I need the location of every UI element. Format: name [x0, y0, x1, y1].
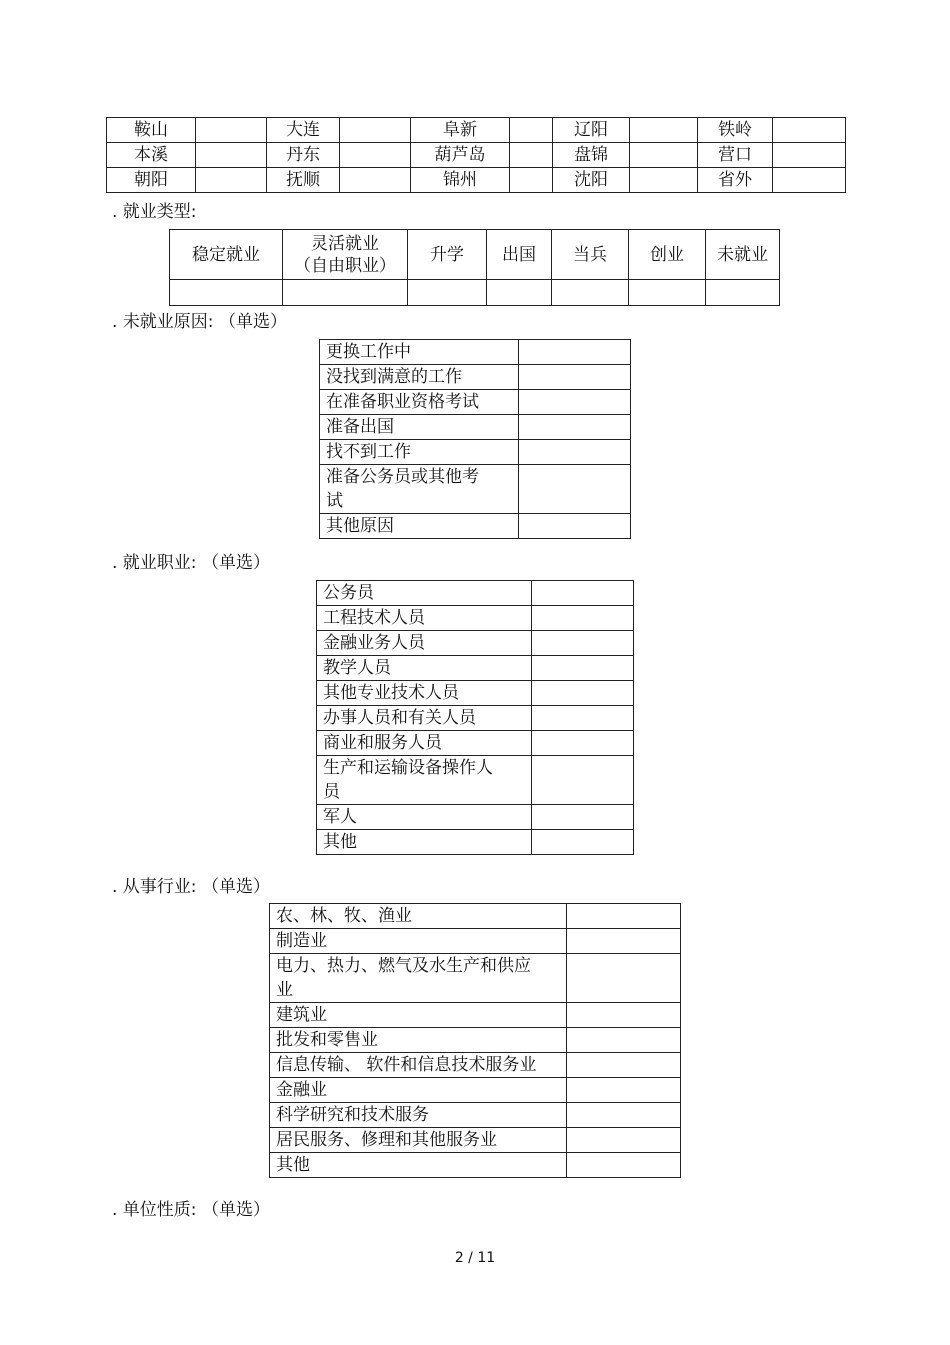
option-label: 科学研究和技术服务: [270, 1103, 567, 1128]
location-cell: 省外: [698, 168, 773, 193]
option-label: 金融业: [270, 1078, 567, 1103]
table-row: [317, 805, 634, 830]
option-label: 建筑业: [270, 1003, 567, 1028]
table-row: [270, 1128, 681, 1153]
table-row: [107, 118, 846, 143]
table-row: [270, 929, 681, 954]
emp-checkbox[interactable]: [706, 280, 780, 306]
emp-header: 出国: [487, 230, 552, 280]
option-label: 其他专业技术人员: [317, 681, 532, 706]
location-checkbox[interactable]: [510, 168, 553, 193]
location-checkbox[interactable]: [510, 118, 553, 143]
option-label: 办事人员和有关人员: [317, 706, 532, 731]
location-cell: 沈阳: [553, 168, 630, 193]
location-checkbox[interactable]: [630, 143, 698, 168]
location-cell: 营口: [698, 143, 773, 168]
emp-header: [283, 230, 408, 280]
unemployed-reason-label: . 未就业原因: （单选）: [112, 312, 287, 332]
industry-table: [269, 903, 681, 1178]
option-label-line: 准备公务员或其他考: [326, 467, 479, 487]
table-row: [320, 440, 631, 465]
option-label: 更换工作中: [320, 340, 519, 365]
unit-nature-label: . 单位性质: （单选）: [112, 1200, 270, 1220]
option-checkbox[interactable]: [532, 756, 634, 805]
table-row: [270, 1153, 681, 1178]
location-checkbox[interactable]: [630, 118, 698, 143]
industry-label: . 从事行业: （单选）: [112, 877, 270, 897]
table-row: [170, 280, 780, 306]
location-cell: 盘锦: [553, 143, 630, 168]
option-checkbox[interactable]: [532, 656, 634, 681]
table-row: [317, 830, 634, 855]
unemployed-reason-table: [319, 339, 631, 539]
location-cell: 大连: [267, 118, 340, 143]
location-cell: 丹东: [267, 143, 340, 168]
location-cell: 朝阳: [107, 168, 196, 193]
table-row: [317, 681, 634, 706]
emp-header: 未就业: [706, 230, 780, 280]
table-row: [270, 954, 681, 1003]
location-checkbox[interactable]: [340, 168, 411, 193]
option-label: 商业和服务人员: [317, 731, 532, 756]
location-cell: 铁岭: [698, 118, 773, 143]
location-cell: 抚顺: [267, 168, 340, 193]
location-cell: 阜新: [411, 118, 510, 143]
emp-checkbox[interactable]: [283, 280, 408, 306]
location-checkbox[interactable]: [196, 143, 267, 168]
option-label: 工程技术人员: [317, 606, 532, 631]
table-row: [317, 731, 634, 756]
table-row: [320, 415, 631, 440]
option-label-line: 试: [326, 491, 343, 511]
option-checkbox[interactable]: [519, 340, 631, 365]
option-checkbox[interactable]: [532, 731, 634, 756]
option-label: 公务员: [317, 581, 532, 606]
option-checkbox[interactable]: [567, 1003, 681, 1028]
option-checkbox[interactable]: [519, 440, 631, 465]
location-cell: 锦州: [411, 168, 510, 193]
emp-checkbox[interactable]: [487, 280, 552, 306]
table-row: [320, 465, 631, 514]
table-row: [317, 756, 634, 805]
option-label-line: 业: [276, 980, 293, 1000]
table-row: [270, 1053, 681, 1078]
option-checkbox[interactable]: [567, 1078, 681, 1103]
option-checkbox[interactable]: [519, 415, 631, 440]
table-row: [270, 904, 681, 929]
option-checkbox[interactable]: [532, 631, 634, 656]
emp-checkbox[interactable]: [170, 280, 283, 306]
option-label-line: 电力、热力、燃气及水生产和供应: [276, 956, 531, 976]
emp-header: 升学: [408, 230, 487, 280]
option-label: 制造业: [270, 929, 567, 954]
option-label: [317, 756, 532, 805]
location-checkbox[interactable]: [196, 118, 267, 143]
location-table: [106, 117, 846, 193]
employment-type-table: [169, 229, 780, 306]
option-checkbox[interactable]: [532, 830, 634, 855]
location-cell: 本溪: [107, 143, 196, 168]
table-row: [170, 230, 780, 280]
option-checkbox[interactable]: [519, 514, 631, 539]
option-checkbox[interactable]: [567, 1153, 681, 1178]
option-label: 其他: [270, 1153, 567, 1178]
emp-checkbox[interactable]: [552, 280, 629, 306]
table-row: [270, 1003, 681, 1028]
location-checkbox[interactable]: [196, 168, 267, 193]
table-row: [107, 143, 846, 168]
option-checkbox[interactable]: [532, 706, 634, 731]
page-number: 2 / 11: [454, 1250, 496, 1266]
table-row: [317, 656, 634, 681]
table-row: [320, 514, 631, 539]
option-checkbox[interactable]: [567, 1128, 681, 1153]
option-label: 教学人员: [317, 656, 532, 681]
option-checkbox[interactable]: [567, 1103, 681, 1128]
emp-header: 当兵: [552, 230, 629, 280]
option-label: 没找到满意的工作: [320, 365, 519, 390]
option-label: 居民服务、修理和其他服务业: [270, 1128, 567, 1153]
table-row: [317, 581, 634, 606]
emp-header: 稳定就业: [170, 230, 283, 280]
emp-header-line: 灵活就业: [311, 233, 379, 254]
location-checkbox[interactable]: [773, 143, 846, 168]
option-label: 准备出国: [320, 415, 519, 440]
option-checkbox[interactable]: [567, 1053, 681, 1078]
table-row: [317, 631, 634, 656]
emp-checkbox[interactable]: [629, 280, 706, 306]
option-checkbox[interactable]: [532, 606, 634, 631]
option-checkbox[interactable]: [519, 365, 631, 390]
table-row: [270, 1078, 681, 1103]
location-checkbox[interactable]: [340, 143, 411, 168]
emp-checkbox[interactable]: [408, 280, 487, 306]
location-cell: 葫芦岛: [411, 143, 510, 168]
emp-header-line: （自由职业）: [294, 255, 396, 276]
table-row: [270, 1028, 681, 1053]
location-checkbox[interactable]: [630, 168, 698, 193]
option-label: 其他: [317, 830, 532, 855]
option-label-line: 员: [323, 782, 340, 802]
option-label: 军人: [317, 805, 532, 830]
option-label: [320, 465, 519, 514]
option-checkbox[interactable]: [532, 681, 634, 706]
occupation-table: [316, 580, 634, 855]
option-checkbox[interactable]: [567, 954, 681, 1003]
option-checkbox[interactable]: [532, 805, 634, 830]
emp-header: 创业: [629, 230, 706, 280]
option-label: 农、林、牧、渔业: [270, 904, 567, 929]
location-checkbox[interactable]: [340, 118, 411, 143]
option-label-line: 生产和运输设备操作人: [323, 758, 493, 778]
table-row: [320, 340, 631, 365]
location-cell: 鞍山: [107, 118, 196, 143]
option-checkbox[interactable]: [532, 581, 634, 606]
option-checkbox[interactable]: [519, 390, 631, 415]
option-label: [270, 954, 567, 1003]
option-checkbox[interactable]: [519, 465, 631, 514]
option-checkbox[interactable]: [567, 1028, 681, 1053]
location-cell: 辽阳: [553, 118, 630, 143]
employment-type-label: . 就业类型:: [112, 202, 197, 222]
table-row: [107, 168, 846, 193]
table-row: [317, 606, 634, 631]
option-label: 批发和零售业: [270, 1028, 567, 1053]
option-label: 其他原因: [320, 514, 519, 539]
option-checkbox[interactable]: [567, 904, 681, 929]
table-row: [320, 390, 631, 415]
option-label: 金融业务人员: [317, 631, 532, 656]
table-row: [270, 1103, 681, 1128]
location-checkbox[interactable]: [510, 143, 553, 168]
location-checkbox[interactable]: [773, 118, 846, 143]
table-row: [317, 706, 634, 731]
location-checkbox[interactable]: [773, 168, 846, 193]
option-label: 信息传输、 软件和信息技术服务业: [270, 1053, 567, 1078]
occupation-label: . 就业职业: （单选）: [112, 553, 270, 573]
option-checkbox[interactable]: [567, 929, 681, 954]
option-label: 找不到工作: [320, 440, 519, 465]
table-row: [320, 365, 631, 390]
option-label: 在准备职业资格考试: [320, 390, 519, 415]
